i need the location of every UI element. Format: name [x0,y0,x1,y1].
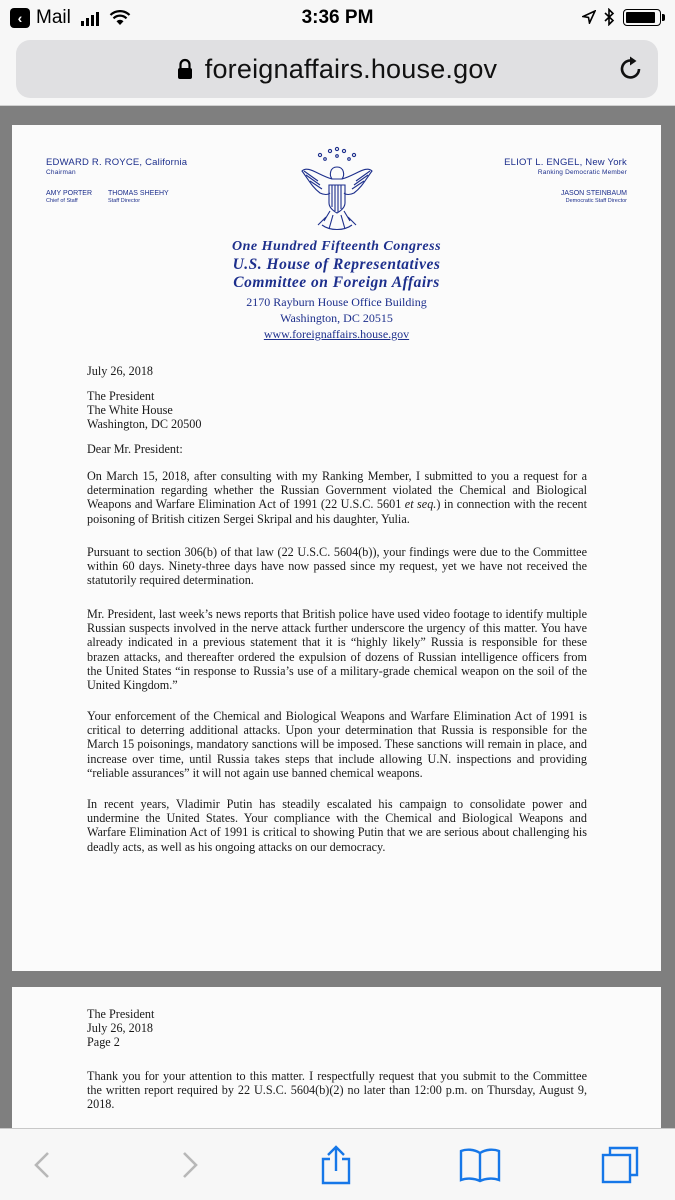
paragraph-text: On March 15, 2018, after consulting with my Ranking Member, I submitted to you a request for a determination regarding whether the Russian Government violated the Chemical and Biological Weapons and Warfare Elimination Act of 1991 (22 U.S.C. 5601 [87,469,587,512]
salutation: Dear Mr. President: [87,442,183,456]
signal-icon [81,10,99,26]
staff-role: Chief of Staff [46,198,78,204]
recipient-line: The White House [87,403,173,418]
chairman-role: Chairman [46,169,76,176]
tabs-icon [600,1145,640,1185]
browser-address-area [0,36,675,106]
page-header-line: The President [87,1007,155,1021]
location-icon [582,10,596,24]
staff-name: JASON STEINBAUM [560,190,627,197]
back-to-app[interactable] [10,7,131,29]
lock-icon [177,58,193,80]
back-button[interactable] [20,1143,64,1187]
page-header-line: July 26, 2018 [87,1021,154,1036]
congress-title: One Hundred Fifteenth Congress [231,239,442,254]
staff-role: Staff Director [108,198,141,204]
page-header-line: Page 2 [87,1035,120,1050]
letter-page-2 [12,987,661,1128]
back-app-label: Mail [36,7,71,28]
status-bar [0,0,675,36]
status-time: 3:36 PM [301,7,374,28]
paragraph-text: ) in connection with the recent poisoning of British citizen Sergei Skripal and his daughter, Yulia. [87,497,587,526]
browser-toolbar [0,1128,675,1200]
tabs-button[interactable] [598,1143,642,1187]
url-text: foreignaffairs.house.gov [204,53,498,84]
staff-role: Democratic Staff Director [565,198,627,204]
paragraph: Your enforcement of the Chemical and Biological Weapons and Warfare Elimination Act of 1991 is critical to deterring additional attacks. Upon your determination that Russia is responsible for the March 15 poisonings, mandatory sanctions will be imposed. These sanctions will remain in place, and increase over time, until Russia takes steps that include allowing U.N. inspections and providing “reliable assurances” it will not again use banned chemical weapons. [87,709,587,780]
letterhead-right [504,157,627,204]
website-link[interactable]: www.foreignaffairs.house.gov [263,327,410,341]
back-arrow-icon: ‹ [10,8,30,28]
eagle-seal-icon [296,145,378,235]
staff-name: THOMAS SHEEHY [108,190,169,197]
reload-icon[interactable] [618,55,644,83]
recipient-line: The President [87,389,155,403]
paragraph: Pursuant to section 306(b) of that law (22 U.S.C. 5604(b)), your findings were due to the Committee within 60 days. Ninety-three days have now passed since my request, yet we have not received the statutorily required determination. [87,545,587,588]
battery-icon [623,9,661,26]
battery-level [626,12,655,23]
staff-name: AMY PORTER [46,190,93,197]
wifi-icon [109,10,131,26]
ranking-member-role: Ranking Democratic Member [537,169,627,176]
paragraph-italic: et seq. [404,497,437,512]
paragraph: Thank you for your attention to this matter. I respectfully request that you submit to the Committee the written report required by 22 U.S.C. 5604(b)(2) no later than 12:00 p.m. on Thursday, August 9, 2018. [87,1069,587,1112]
bookmarks-button[interactable] [458,1143,502,1187]
address-line: Washington, DC 20515 [280,311,393,325]
chairman-name: EDWARD R. ROYCE, California [46,157,188,168]
forward-button[interactable] [168,1143,212,1187]
back-icon [32,1150,52,1180]
house-title: U.S. House of Representatives [232,256,441,273]
web-content[interactable] [0,106,675,1128]
ranking-member-name: ELIOT L. ENGEL, New York [504,157,627,168]
committee-title: Committee on Foreign Affairs [233,274,440,291]
recipient-block [87,389,587,432]
paragraph: In recent years, Vladimir Putin has steadily escalated his campaign to consolidate power and undermine the United States. Your compliance with the Chemical and Biological Weapons and Warfare Elimination Act of 1991 is critical to showing Putin that we are serious about challenging his deadly acts, as well as his ongoing attacks on our democracy. [87,797,587,854]
paragraph: Mr. President, last week’s news reports that British police have used video footage to identify multiple Russian suspects involved in the nerve attack further underscore the urgency of this matter. You have already indicated in a previous statement that it is “highly likely” Russia is responsible for these brazen attacks, and thereafter ordered the expulsion of dozens of Russian intelligence officers from the United States “in response to Russia’s use of a military-grade chemical weapon on the soil of the United Kingdom.” [87,607,587,693]
letter-date: July 26, 2018 [87,364,154,378]
letter-page-1 [12,125,661,971]
paragraph [87,469,587,526]
recipient-line: Washington, DC 20500 [87,417,202,432]
letterhead-left [46,157,187,204]
bookmarks-icon [458,1147,502,1183]
address-bar[interactable] [16,40,658,98]
address-line: 2170 Rayburn House Office Building [246,295,427,309]
share-button[interactable] [314,1143,358,1187]
share-icon [319,1145,353,1185]
forward-icon [180,1150,200,1180]
page-2-header [87,1007,154,1050]
bluetooth-icon [604,8,615,26]
